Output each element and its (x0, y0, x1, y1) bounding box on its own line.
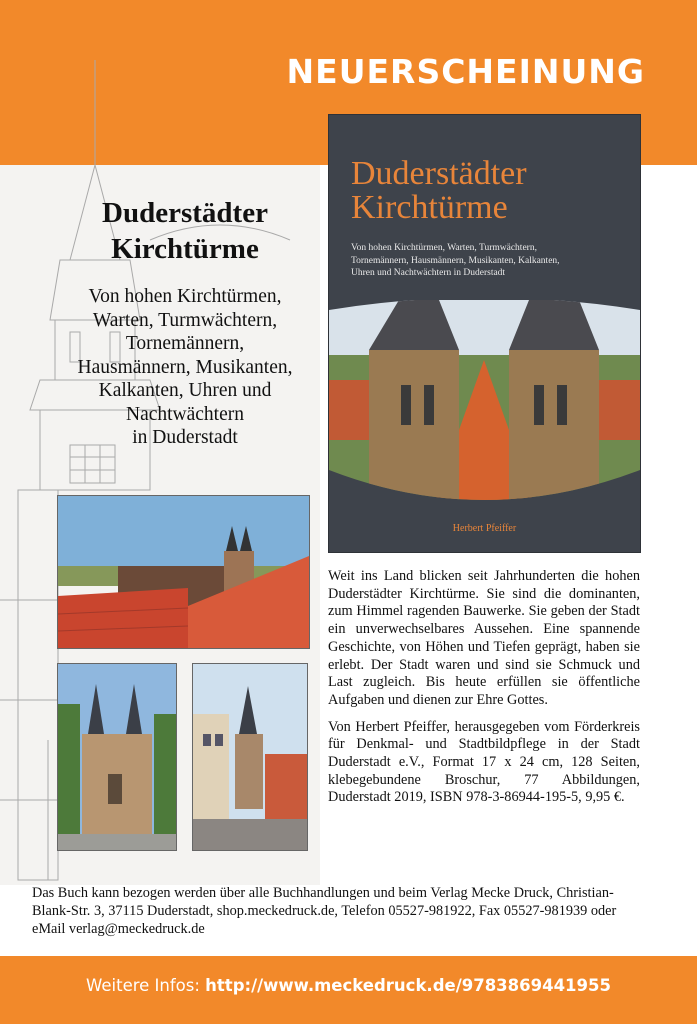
cover-photo-twin-towers (329, 300, 640, 500)
cover-title (351, 157, 631, 225)
more-info (0, 976, 697, 995)
cover-title-line2: Kirchtürme (351, 189, 508, 226)
more-info-label: Weitere Infos: (86, 976, 206, 995)
subtitle-line: Kalkanten, Uhren und (98, 380, 272, 401)
cover-subtitle (351, 242, 601, 280)
cover-subtitle-line: Uhren und Nachtwächtern in Duderstadt (351, 268, 506, 278)
cover-title-line1: Duderstädter (351, 155, 527, 192)
description-paragraph: Weit ins Land blicken seit Jahrhunderten die hohen Duderstädter Kirchtürme. Sie sind die dominanten, zum Himmel ragenden Bauwerke. Sie geben der Stadt ein unverwechselbares Aussehen. Eine spannende Geschichte, von Höhen und Tiefen geprägt, haben sie erlebt. Der Stadt waren und sind sie Schmuck und Last zugleich. Bis heute erfüllen sie öffentliche Aufgaben und dienen zur Ehre Gottes. (328, 568, 640, 708)
book-title-line2: Kirchtürme (111, 233, 259, 265)
book-subtitle (55, 285, 315, 450)
subtitle-line: Nachtwächtern (125, 403, 245, 425)
subtitle-line: in Duderstadt (132, 427, 238, 448)
subtitle-line: Hausmännern, Musikanten, (77, 356, 293, 378)
book-description (328, 568, 640, 816)
cover-subtitle-line: Von hohen Kirchtürmen, Warten, Turmwächtern, (351, 243, 537, 253)
footer-band (0, 956, 697, 1024)
subtitle-line: Von hohen Kirchtürmen, (88, 286, 282, 307)
photo-rooftops-towers (57, 495, 310, 649)
publication-details: Von Herbert Pfeiffer, herausgegeben vom Förderkreis für Denkmal- und Stadtbildpflege in der Stadt Duderstadt e.V., Format 17 x 24 cm, 128 Seiten, klebegebundene Broschur, 77 Abbildungen, Duderstadt 2019, ISBN 978-3-86944-195-5, 9,95 €. (328, 718, 640, 806)
photo-church-front (57, 663, 177, 851)
cover-author: Herbert Pfeiffer (452, 523, 517, 534)
photo-street-tower (192, 663, 308, 851)
cover-subtitle-line: Tornemännern, Hausmännern, Musikanten, Kalkanten, (351, 255, 560, 266)
subtitle-line: Warten, Turmwächtern, (92, 309, 278, 331)
subtitle-line: Tornemännern, (125, 333, 245, 354)
order-information: Das Buch kann bezogen werden über alle Buchhandlungen und beim Verlag Mecke Druck, Christian-Blank-Str. 3, 37115 Duderstadt, shop.meckedruck.de, Telefon 05527-981922, Fax 05527-981939 oder eMail verlag@meckedruck.de (32, 885, 617, 937)
book-title (60, 195, 310, 267)
more-info-link[interactable]: http://www.meckedruck.de/9783869441955 (205, 976, 611, 995)
headline: NEUERSCHEINUNG (286, 52, 645, 91)
book-title-line1: Duderstädter (102, 197, 268, 229)
book-cover (329, 115, 640, 552)
